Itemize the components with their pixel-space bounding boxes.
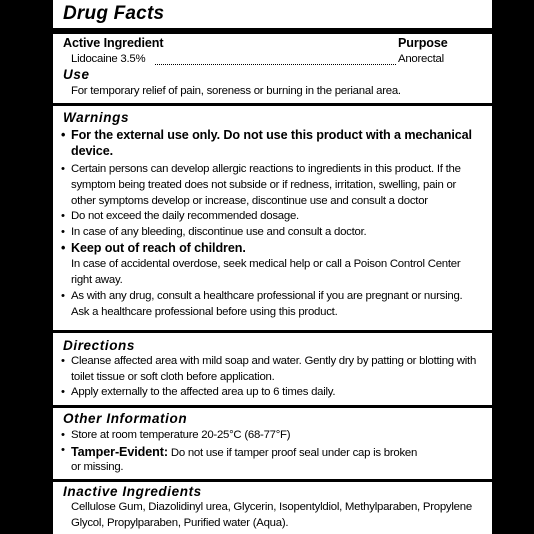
warning-text: Certain persons can develop allergic reactions to ingredients in this product. If the — [71, 163, 461, 175]
inactive-ingredients-text: Cellulose Gum, Diazolidinyl urea, Glycerin, Isopentyldiol, Methylparaben, Propylene — [71, 501, 472, 513]
direction-text: toilet tissue or soft cloth before application. — [71, 371, 275, 383]
warning-text: other symptoms develop or increase, discontinue use and consult a doctor — [71, 195, 428, 207]
page-title: Drug Facts — [63, 3, 165, 24]
purpose-value: Anorectal — [398, 53, 444, 65]
bullet: • — [61, 355, 65, 367]
warnings-header: Warnings — [63, 110, 130, 125]
use-text: For temporary relief of pain, soreness or burning in the perianal area. — [71, 85, 401, 97]
leader-dots — [155, 54, 396, 65]
divider — [53, 103, 492, 106]
warning-text: For the external use only. Do not use this product with a mechanical — [71, 128, 472, 142]
warning-text: As with any drug, consult a healthcare professional if you are pregnant or nursing. — [71, 290, 463, 302]
warning-text: Keep out of reach of children. — [71, 241, 246, 255]
other-info-text: Store at room temperature 20-25°C (68-77°F) — [71, 429, 291, 441]
bullet: • — [61, 210, 65, 222]
warning-text: symptom being treated does not subside or if redness, irritation, swelling, pain or — [71, 179, 457, 191]
drug-facts-panel — [53, 0, 492, 534]
other-info-line — [71, 443, 417, 461]
directions-header: Directions — [63, 338, 136, 353]
purpose-header: Purpose — [398, 36, 448, 50]
tamper-evident-label: Tamper-Evident: — [71, 445, 168, 459]
warning-text: Ask a healthcare professional before using this product. — [71, 306, 338, 318]
inactive-ingredients-header: Inactive Ingredients — [63, 484, 202, 499]
divider — [53, 330, 492, 333]
other-info-text: Do not use if tamper proof seal under cap is broken — [167, 447, 418, 459]
inactive-ingredients-text: Glycol, Propylparaben, Purified water (Aqua). — [71, 517, 289, 529]
other-info-header: Other Information — [63, 411, 188, 426]
bullet: • — [61, 163, 65, 175]
divider — [53, 479, 492, 482]
bullet: • — [61, 444, 65, 456]
warning-text: In case of accidental overdose, seek medical help or call a Poison Control Center — [71, 258, 461, 270]
active-ingredient-header: Active Ingredient — [63, 36, 164, 50]
direction-text: Apply externally to the affected area up to 6 times daily. — [71, 386, 336, 398]
other-info-text: or missing. — [71, 461, 124, 473]
divider — [53, 28, 492, 34]
bullet: • — [61, 290, 65, 302]
warning-text: device. — [71, 144, 114, 158]
bullet: • — [61, 128, 66, 142]
bullet: • — [61, 241, 66, 255]
active-ingredient: Lidocaine 3.5% — [71, 53, 146, 65]
bullet: • — [61, 226, 65, 238]
use-header: Use — [63, 67, 90, 82]
divider — [53, 405, 492, 408]
bullet: • — [61, 429, 65, 441]
warning-text: In case of any bleeding, discontinue use and consult a doctor. — [71, 226, 367, 238]
bullet: • — [61, 386, 65, 398]
direction-text: Cleanse affected area with mild soap and water. Gently dry by patting or blotting with — [71, 355, 477, 367]
warning-text: Do not exceed the daily recommended dosage. — [71, 210, 299, 222]
warning-text: right away. — [71, 274, 123, 286]
